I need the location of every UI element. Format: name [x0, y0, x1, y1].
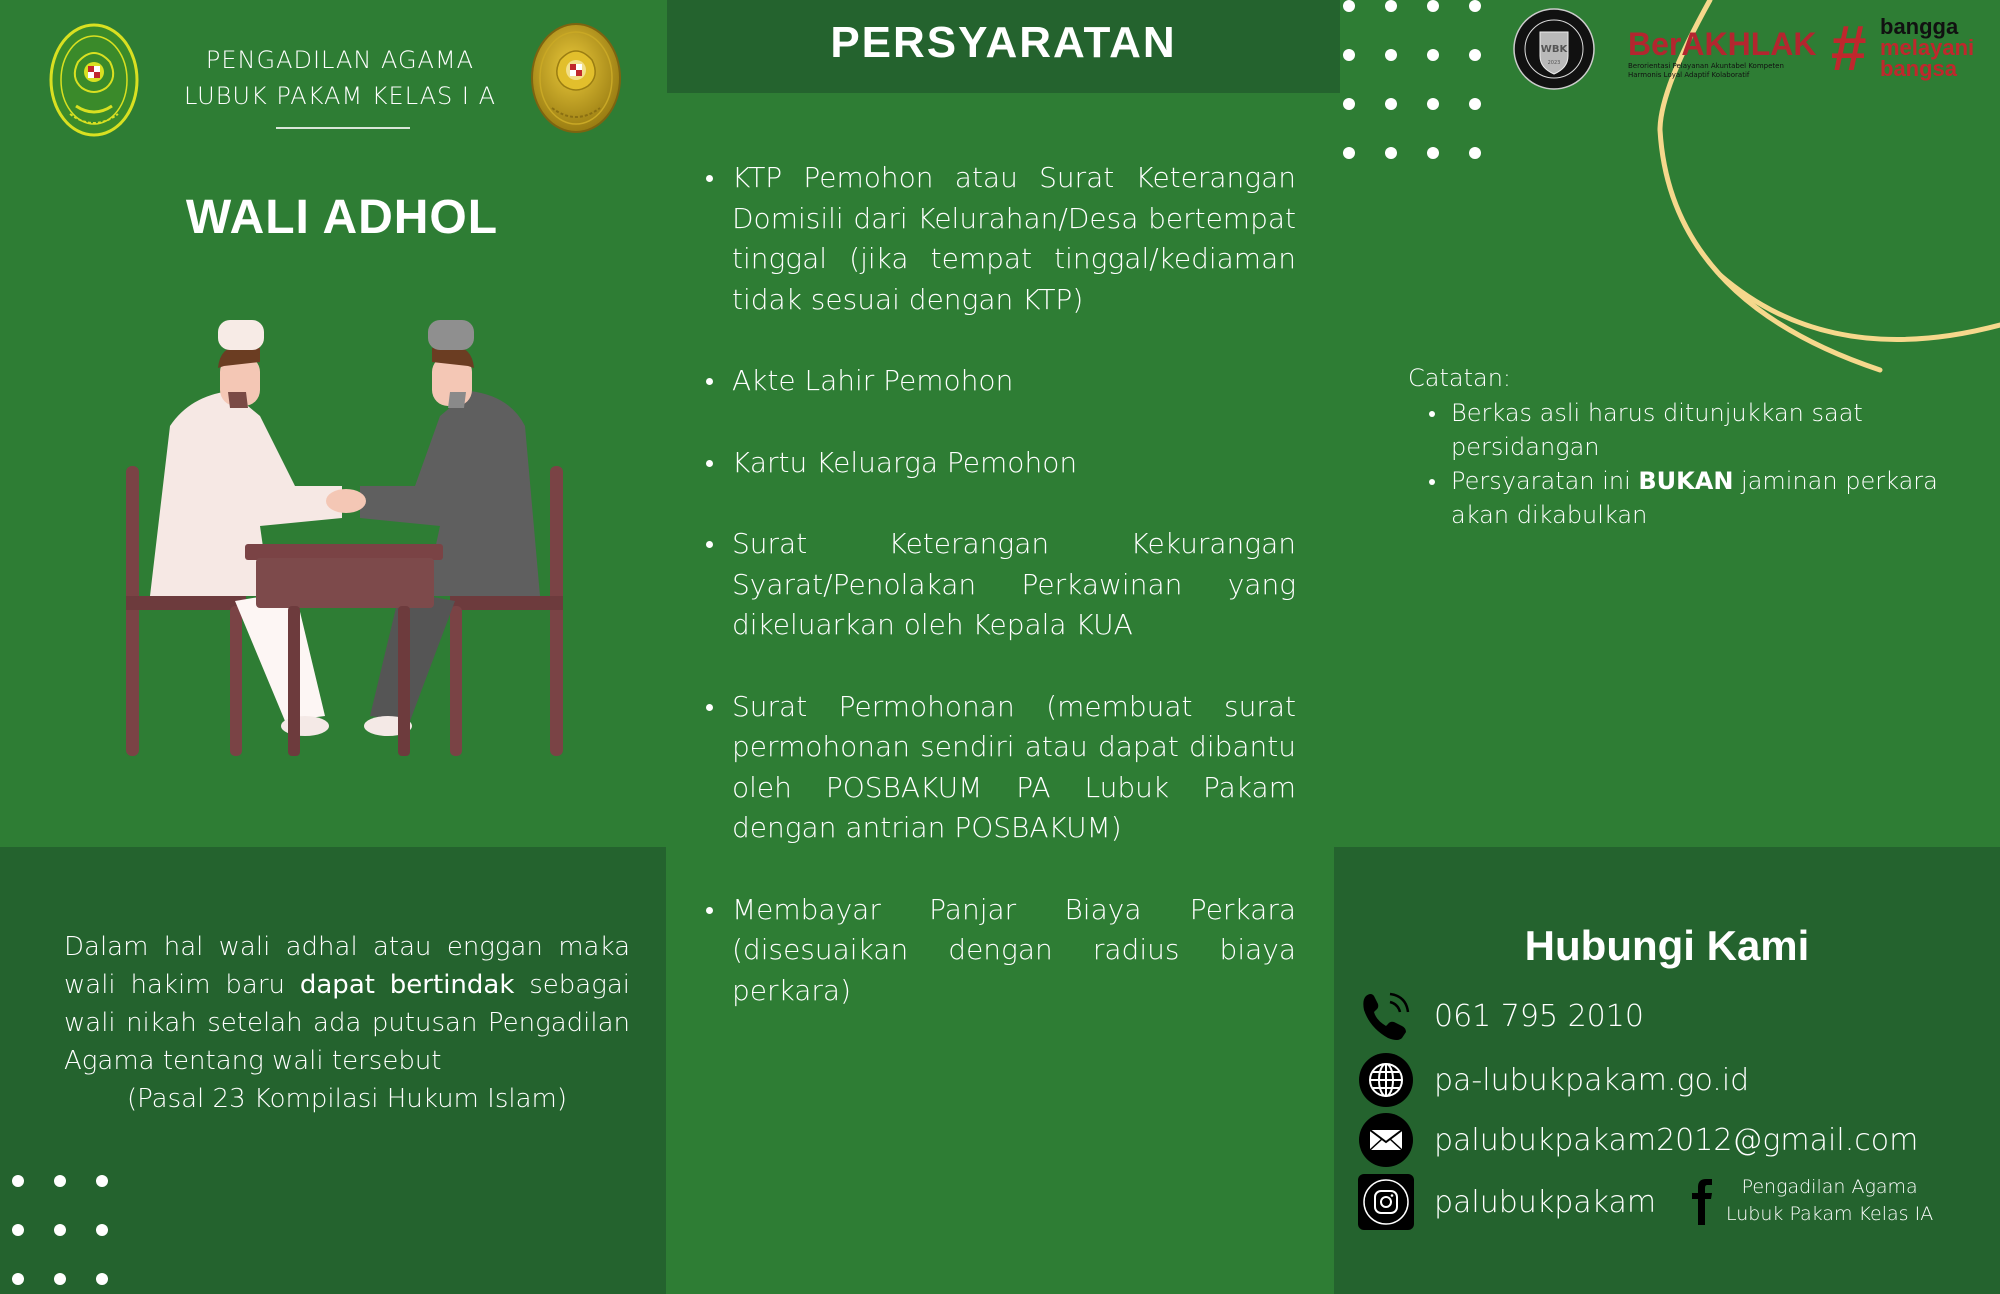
- requirement-item: Surat Permohonan (membuat surat permohonan sendiri atau dapat dibantu oleh POSBAKUM PA Lubuk Pakam dengan antrian POSBAKUM): [706, 687, 1296, 849]
- mahkamah-agung-seal-icon: [530, 22, 622, 134]
- note-item: Berkas asli harus ditunjukkan saat persidangan: [1408, 396, 1968, 464]
- envelope-icon: [1358, 1112, 1414, 1168]
- contact-title: Hubungi Kami: [1524, 922, 1810, 969]
- globe-icon: [1358, 1052, 1414, 1108]
- organization-name: [160, 42, 520, 114]
- svg-text:WBK: WBK: [1540, 44, 1568, 55]
- requirements-list: [706, 158, 1296, 1052]
- intro-paragraph: Dalam hal wali adhal atau enggan maka wali hakim baru dapat bertindak sebagai wali nikah setelah ada putusan Pengadilan Agama tentang wali tersebut (Pasal 23 Kompilasi Hukum Islam): [64, 928, 630, 1118]
- note-emphasis: BUKAN: [1638, 467, 1734, 495]
- contact-instagram[interactable]: palubukpakam: [1358, 1174, 1656, 1230]
- requirement-item: KTP Pemohon atau Surat Keterangan Domisili dari Kelurahan/Desa bertempat tinggal (jika tempat tinggal/kediaman tidak sesuai dengan KTP): [706, 158, 1296, 320]
- org-name-line-2: LUBUK PAKAM KELAS I A: [183, 82, 497, 110]
- svg-text:2023: 2023: [1547, 60, 1561, 66]
- phone-icon: [1358, 988, 1414, 1044]
- hashtag-icon: #: [1830, 12, 1866, 84]
- contact-phone[interactable]: 061 795 2010: [1358, 988, 1644, 1044]
- requirements-title: PERSYARATAN: [830, 18, 1177, 67]
- note-item: Persyaratan ini BUKAN jaminan perkara akan dikabulkan: [1408, 464, 1968, 532]
- berakhlak-title: BerAKHLAK: [1628, 26, 1817, 62]
- org-name-line-1: PENGADILAN AGAMA: [205, 46, 475, 74]
- wbk-zona-integritas-badge-icon: [1512, 8, 1596, 90]
- requirement-item: Surat Keterangan Kekurangan Syarat/Penolakan Perkawinan yang dikeluarkan oleh Kepala KUA: [706, 524, 1296, 646]
- requirement-item: Membayar Panjar Biaya Perkara (disesuaikan dengan radius biaya perkara): [706, 890, 1296, 1012]
- notes-section: [1408, 362, 1968, 532]
- decorative-dots-top-right: [1343, 0, 1511, 196]
- contact-facebook[interactable]: Pengadilan Agama Lubuk Pakam Kelas IA: [1690, 1174, 1933, 1228]
- berakhlak-logo: BerAKHLAK Berorientasi Pelayanan Akuntabel Kompeten Harmonis Loyal Adaptif Kolaboratif: [1628, 26, 1817, 79]
- contact-email[interactable]: palubukpakam2012@gmail.com: [1358, 1112, 1918, 1168]
- requirement-item: Kartu Keluarga Pemohon: [706, 443, 1296, 484]
- intro-emphasis: dapat bertindak: [299, 970, 515, 1000]
- requirement-item: Akte Lahir Pemohon: [706, 361, 1296, 402]
- document-title: WALI ADHOL: [185, 191, 499, 244]
- notes-title: Catatan:: [1408, 364, 1511, 392]
- instagram-icon: [1358, 1174, 1414, 1230]
- facebook-icon: [1690, 1177, 1714, 1225]
- intro-citation: (Pasal 23 Kompilasi Hukum Islam): [126, 1084, 567, 1114]
- marriage-handshake-illustration: [120, 296, 570, 766]
- bangga-melayani-bangsa-logo: # bangga melayani bangsa: [1830, 12, 1975, 84]
- contact-website[interactable]: pa-lubukpakam.go.id: [1358, 1052, 1749, 1108]
- decorative-dots-bottom-left: [12, 1175, 138, 1294]
- divider: [276, 127, 410, 129]
- pengadilan-agama-seal-icon: [48, 22, 140, 138]
